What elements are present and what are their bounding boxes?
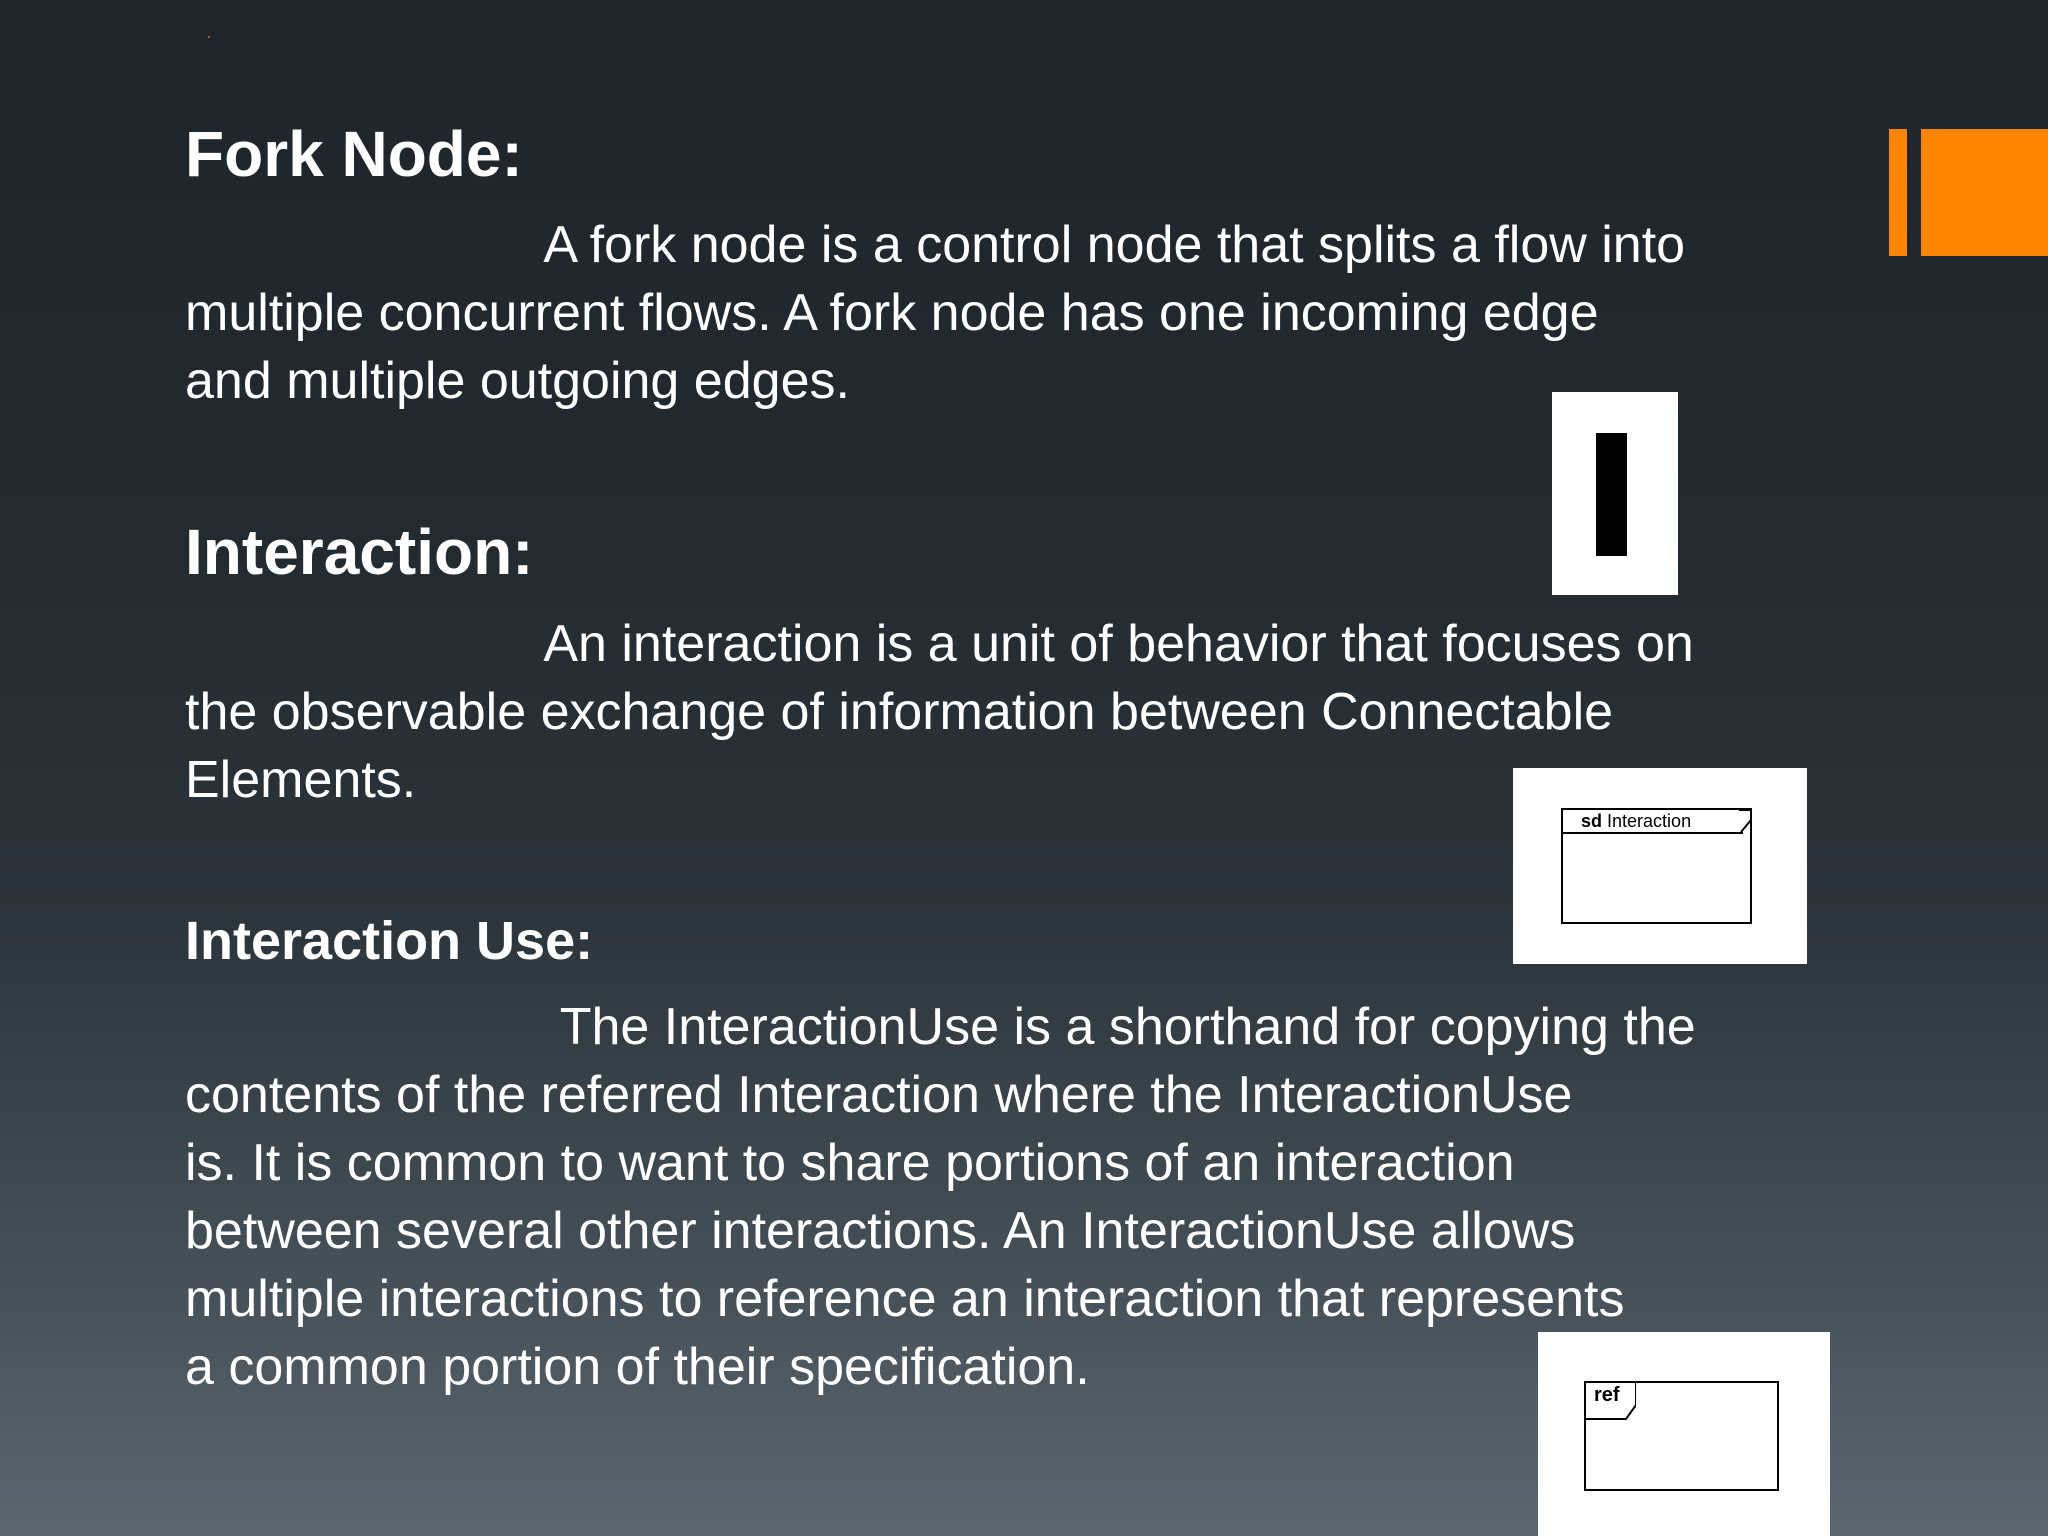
decorative-dot [208,36,210,38]
fork-bar-icon [1596,433,1627,556]
interaction-paragraph: An interaction is a unit of behavior that focuses on the observable exchange of information between Connectable Elements. [185,615,1694,809]
fork-node-heading: Fork Node: [185,118,523,190]
sd-frame [1561,808,1752,924]
sd-tab-corner-icon [1733,810,1753,834]
sd-keyword: sd [1581,811,1603,831]
interaction-figure [1513,768,1807,964]
accent-bar-wide [1921,129,2048,256]
ref-label: ref [1594,1384,1620,1406]
fork-node-figure [1552,392,1678,595]
sd-label: Interaction [1607,811,1692,831]
ref-frame [1584,1381,1779,1491]
sd-frame-tab [1563,810,1743,834]
interaction-use-figure [1538,1332,1830,1536]
accent-bar-thin [1889,129,1907,256]
interaction-heading: Interaction: [185,516,534,588]
interaction-use-paragraph: The InteractionUse is a shorthand for copying the contents of the referred Interaction where the InteractionUse is. It is common to want to share portions of an interaction between several other interactions. An InteractionUse allows multiple interactions to reference an interaction that represents a common portion of their specification. [185,998,1696,1396]
fork-node-paragraph: A fork node is a control node that splits a flow into multiple concurrent flows. A fork node has one incoming edge and multiple outgoing edges. [185,216,1686,410]
interaction-use-heading: Interaction Use: [185,911,594,971]
